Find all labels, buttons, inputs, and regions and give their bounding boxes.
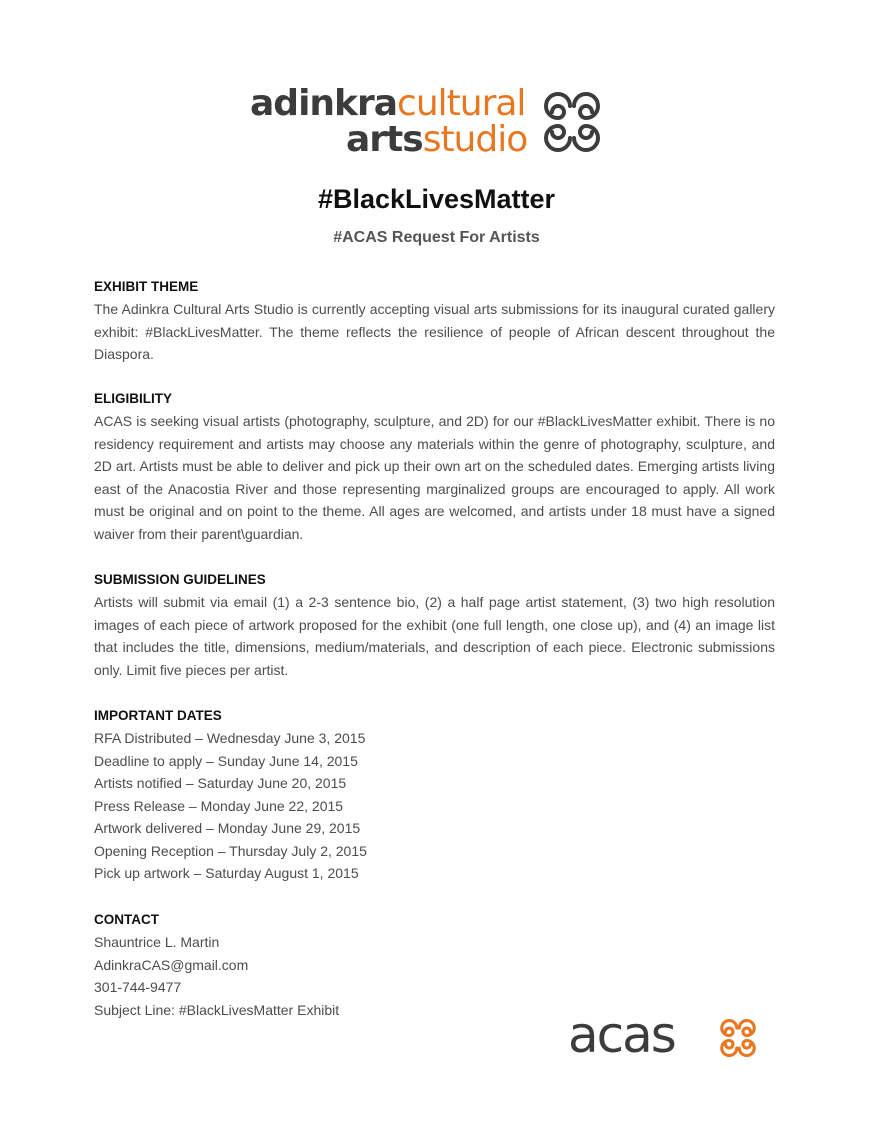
logo-line-1 (250, 83, 526, 124)
logo-line-2 (346, 119, 528, 160)
eligibility-section (94, 389, 775, 545)
section-heading: SUBMISSION GUIDELINES (94, 572, 266, 587)
logo-word-studio: studio (422, 119, 528, 160)
exhibit-theme-section (94, 277, 775, 366)
important-dates-section (94, 706, 775, 885)
adinkra-symbol-icon (540, 90, 604, 154)
date-item: Press Release – Monday June 22, 2015 (94, 797, 344, 814)
section-heading: ELIGIBILITY (94, 391, 173, 406)
date-item: Artists notified – Saturday June 20, 2015 (94, 775, 347, 791)
acas-logo (568, 1006, 768, 1066)
contact-section (94, 910, 775, 1021)
logo-word-arts: arts (346, 119, 423, 160)
date-item: Pick up artwork – Saturday August 1, 2015 (94, 865, 359, 881)
contact-email[interactable]: AdinkraCAS@gmail.com (94, 956, 249, 973)
contact-phone[interactable]: 301-744-9477 (94, 979, 182, 995)
section-body: The Adinkra Cultural Arts Studio is currently accepting visual arts submissions for its inaugural curated gallery exhibit: #BlackLivesMatter. The theme reflects the resilience of people of African descent throughout the Diaspora. (94, 301, 775, 362)
section-heading: IMPORTANT DATES (94, 708, 222, 723)
contact-subject-line: Subject Line: #BlackLivesMatter Exhibit (94, 1001, 340, 1018)
date-item: Artwork delivered – Monday June 29, 2015 (94, 820, 361, 836)
section-body: ACAS is seeking visual artists (photography, sculpture, and 2D) for our #BlackLivesMatter exhibit. There is no residency requirement and artists may choose any materials within the genre of photography, sculpture, and 2D art. Artists must be able to deliver and pick up their own art on the scheduled dates. Emerging artists living east of the Anacostia River and those representing marginalized groups are encouraged to apply. All work must be original and on point to the theme. All ages are welcomed, and artists under 18 must have a signed waiver from their parent\guardian. (94, 413, 775, 542)
section-body: Artists will submit via email (1) a 2-3 sentence bio, (2) a half page artist statement, (3) two high resolution images of each piece of artwork proposed for the exhibit (one full length, one close up), and (4) an image list that includes the title, dimensions, medium/materials, and description of each piece. Electronic submissions only. Limit five pieces per artist. (94, 594, 775, 678)
page-title: #BlackLivesMatter (317, 184, 556, 214)
section-heading: EXHIBIT THEME (94, 279, 199, 294)
section-heading: CONTACT (94, 912, 159, 927)
submission-guidelines-section (94, 570, 775, 681)
contact-name: Shauntrice L. Martin (94, 934, 220, 950)
date-item: Deadline to apply – Sunday June 14, 2015 (94, 752, 358, 769)
logo-word-cultural: cultural (397, 83, 526, 124)
page-subtitle: #ACAS Request For Artists (333, 229, 540, 246)
date-item: RFA Distributed – Wednesday June 3, 2015 (94, 730, 366, 746)
date-item: Opening Reception – Thursday July 2, 2015 (94, 842, 367, 859)
adinkra-symbol-icon (718, 1018, 758, 1058)
acas-logo-text: acas (568, 1006, 675, 1064)
studio-logo (250, 83, 610, 160)
logo-word-adinkra: adinkra (250, 83, 398, 124)
